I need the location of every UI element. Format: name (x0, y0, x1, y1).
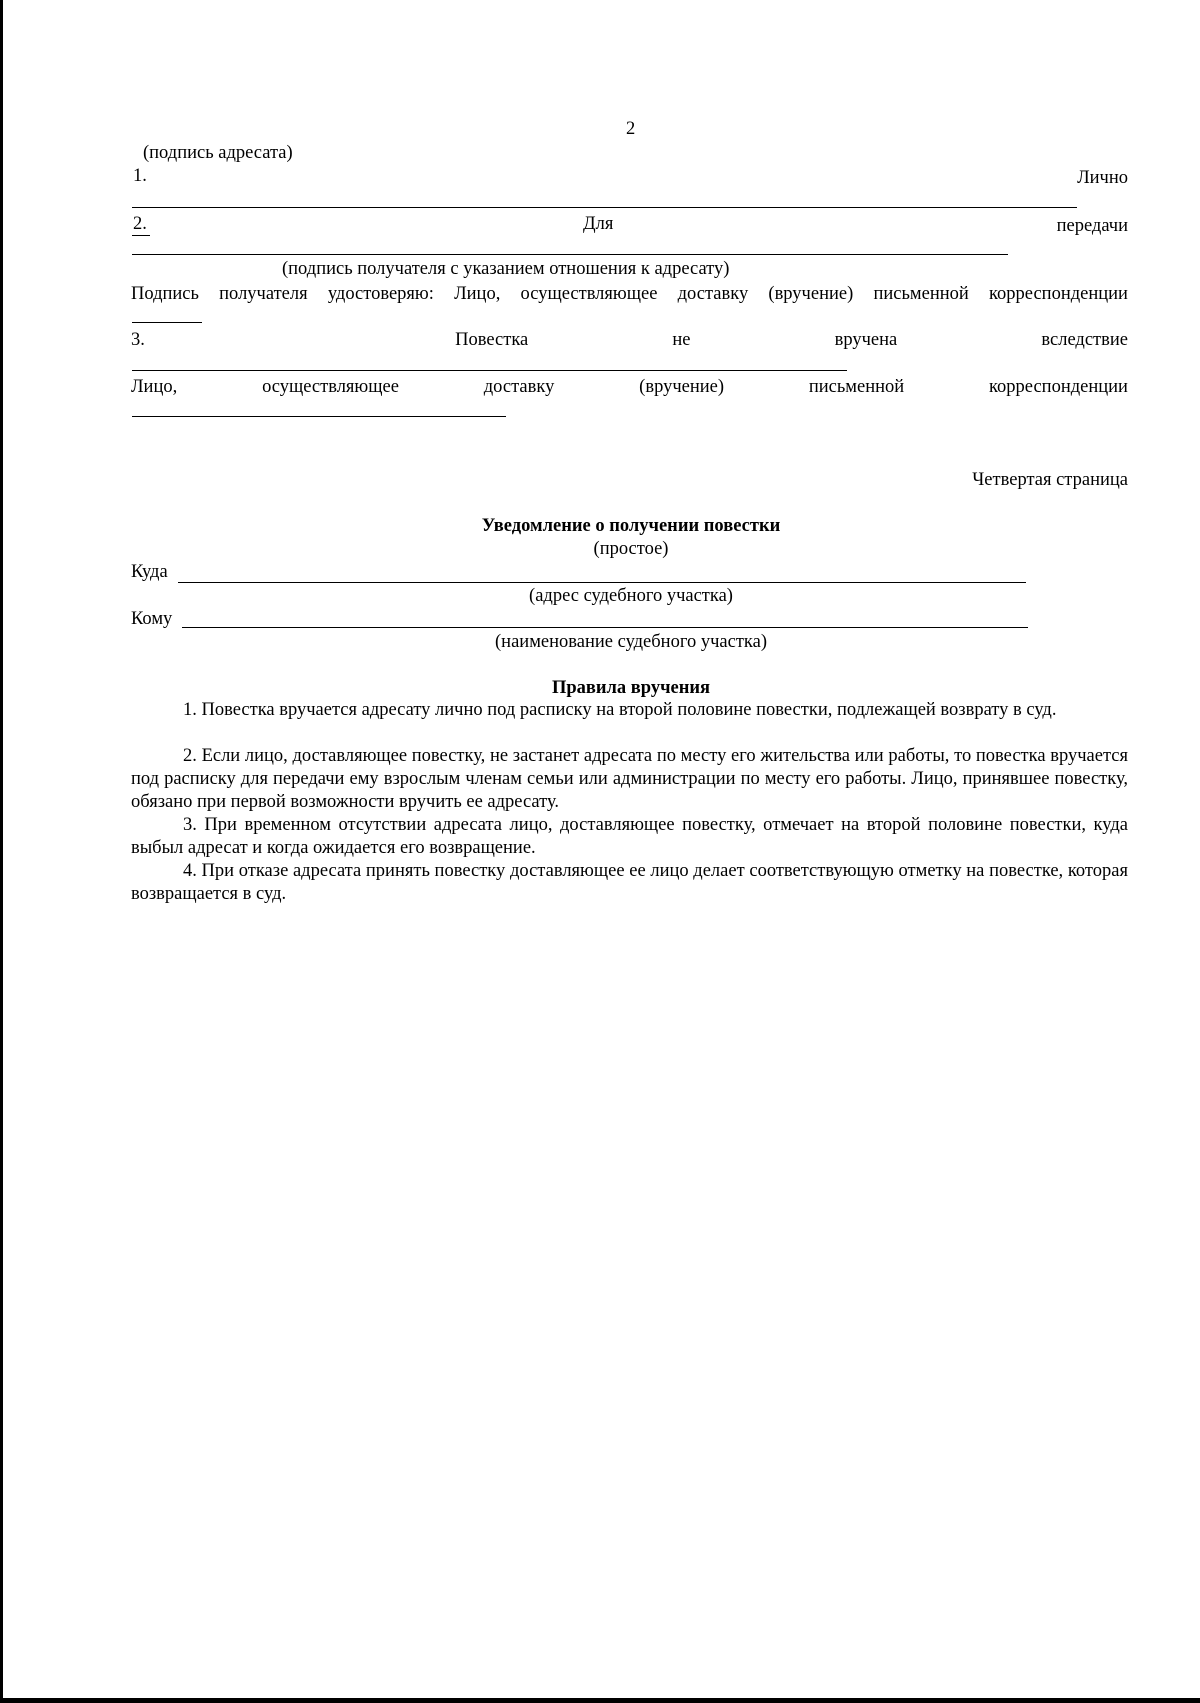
item2-word-right: передачи (1056, 216, 1128, 236)
delivery-person-line (131, 376, 1128, 398)
certify-word: Подпись (131, 284, 199, 304)
certify-word: получателя (219, 284, 308, 304)
whom-caption: (наименование судебного участка) (495, 632, 767, 652)
certify-word: доставку (677, 284, 749, 304)
item1-signature-line (132, 207, 1077, 208)
item2-signature-line (132, 254, 1008, 255)
where-caption: (адрес судебного участка) (529, 586, 733, 606)
item1-number: 1. (133, 166, 147, 186)
rule-item-1: 1. Повестка вручается адресату лично под расписку на второй половине повестки, подлежащей возврату в суд. (183, 700, 1057, 720)
rules-title: Правила вручения (551, 678, 711, 698)
where-label: Куда (131, 562, 168, 582)
item3-word: вследствие (1041, 330, 1128, 350)
item3-word: не (672, 330, 691, 350)
fourth-page-label: Четвертая страница (972, 470, 1128, 490)
item3-word: вручена (834, 330, 898, 350)
certify-word: (вручение) (768, 284, 854, 304)
delivery-word: доставку (483, 377, 555, 397)
notice-title: Уведомление о получении повестки (481, 516, 781, 536)
delivery-word: корреспонденции (989, 377, 1128, 397)
recipient-signature-caption: (подпись получателя с указанием отношения к адресату) (282, 259, 730, 279)
certify-word: письменной (873, 284, 969, 304)
certify-word: осуществляющее (520, 284, 658, 304)
whom-label: Кому (131, 609, 173, 629)
delivery-word: письменной (808, 377, 905, 397)
certify-line (131, 283, 1128, 305)
item2-number-underline (132, 235, 150, 236)
item1-word: Лично (1077, 168, 1128, 188)
whom-input-line (182, 627, 1028, 628)
certify-signature-line (132, 322, 202, 323)
delivery-word: осуществляющее (262, 377, 399, 397)
notice-subtitle: (простое) (593, 539, 669, 559)
page-number: 2 (626, 119, 636, 139)
delivery-word: Лицо, (131, 377, 178, 397)
delivery-word: (вручение) (639, 377, 725, 397)
item3-line (131, 329, 1128, 351)
rule-item-4: 4. При отказе адресата принять повестку доставляющее ее лицо делает соответствующую отметку на повестке, которая возвращается в суд. (131, 861, 1128, 904)
item3-reason-line (132, 370, 847, 371)
rule-item-2: 2. Если лицо, доставляющее повестку, не застанет адресата по месту его жительства или работы, то повестка вручается под расписку для передачи ему взрослым членам семьи или администрации по месту его работы. Лицо, принявшее повестку, обязано при первой возможности вручить ее адресату. (131, 746, 1128, 812)
certify-word: корреспонденции (988, 284, 1128, 304)
scan-edge-bottom (0, 1698, 1200, 1703)
signature-addressee-caption: (подпись адресата) (143, 143, 293, 163)
delivery-signature-line (132, 416, 506, 417)
certify-word: Лицо, (454, 284, 501, 304)
rule-item-3: 3. При временном отсутствии адресата лицо, доставляющее повестку, отмечает на второй половине повестки, куда выбыл адресат и когда ожидается его возвращение. (131, 815, 1128, 858)
item3-word: Повестка (455, 330, 529, 350)
item3-word: 3. (131, 330, 145, 350)
item2-word-middle: Для (583, 214, 614, 234)
item2-number: 2. (133, 214, 147, 234)
where-input-line (178, 582, 1026, 583)
scan-edge-left (0, 0, 3, 1703)
certify-word: удостоверяю: (327, 284, 434, 304)
